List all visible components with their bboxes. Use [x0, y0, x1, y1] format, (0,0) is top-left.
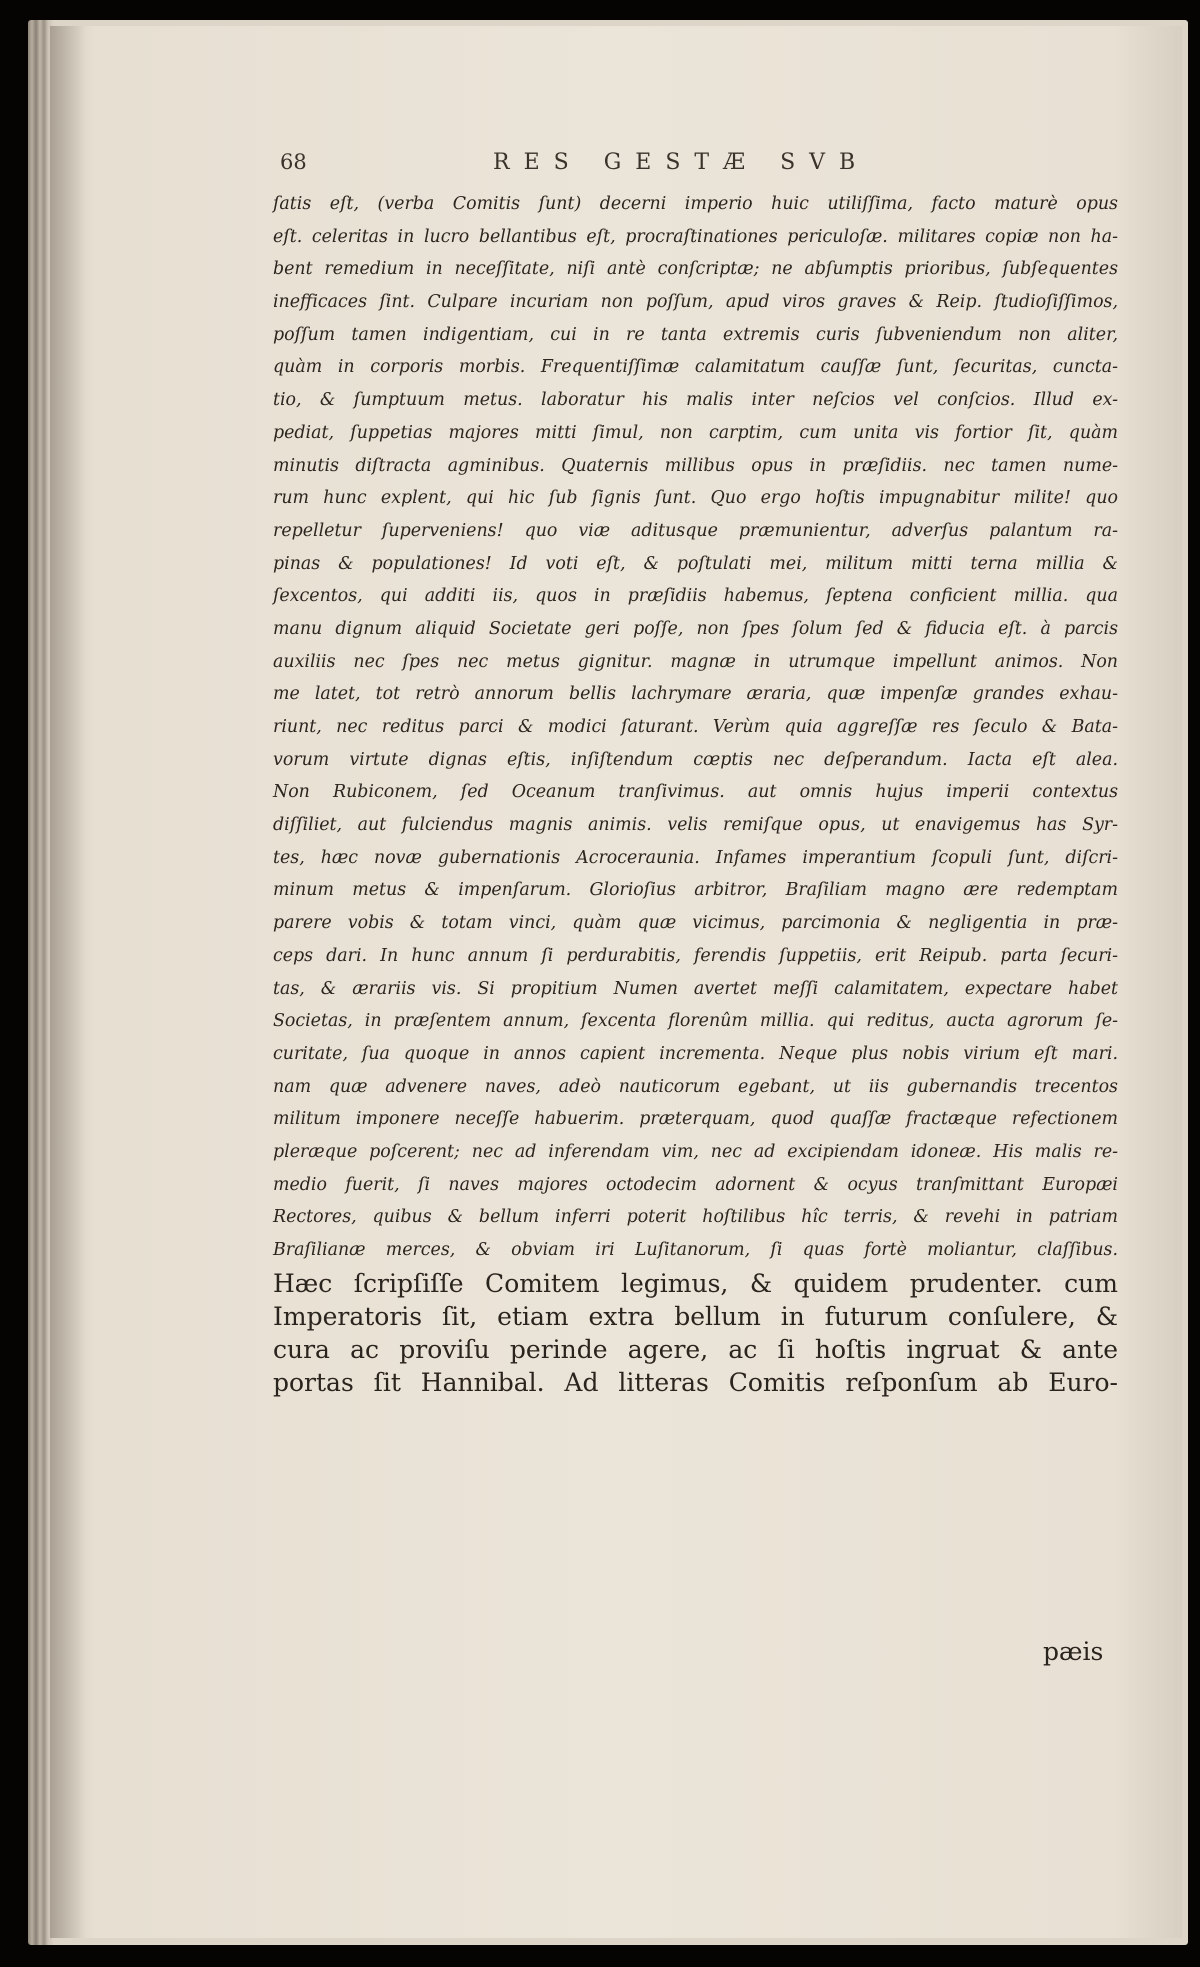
italic-line: tas, & ærariis vis. Si propitium Numen avertet meſſi calamitatem, expectare habet — [273, 978, 1118, 999]
italic-line: ceps dari. In hunc annum ſi perdurabitis, ferendis ſuppetiis, erit Reipub. parta ſecuri- — [273, 945, 1118, 966]
italic-line: Non Rubiconem, ſed Oceanum tranſivimus. aut omnis hujus imperii contextus — [273, 782, 1118, 803]
italic-line: pediat, ſuppetias majores mitti ſimul, non carptim, cum unita vis fortior ſit, quàm — [273, 422, 1118, 443]
italic-line: repelletur ſuperveniens! quo viæ aditusque præmunientur, adverſus palantum ra- — [273, 520, 1118, 541]
italic-line: diſſiliet, aut fulciendus magnis animis. velis remiſque opus, ut enavigemus has Syr- — [273, 815, 1118, 836]
roman-line: Hæc ſcripſiſſe Comitem legimus, & quidem prudenter. cum — [273, 1268, 1118, 1298]
catchword: pæis — [1043, 1637, 1104, 1666]
italic-line: minutis diſtracta agminibus. Quaternis millibus opus in præſidiis. nec tamen nume- — [273, 455, 1118, 476]
italic-line: tio, & ſumptuum metus. laboratur his malis inter neſcios vel conſcios. Illud ex- — [273, 390, 1118, 411]
italic-line: bent remedium in neceſſitate, niſi antè conſcriptæ; ne abſumptis prioribus, ſubſequentes — [273, 259, 1118, 280]
body-text — [273, 188, 1118, 1399]
italic-line: manu dignum aliquid Societate geri poſſe, non ſpes ſolum ſed & fiducia eſt. à parcis — [273, 618, 1118, 639]
italic-line: curitate, ſua quoque in annos capient incrementa. Neque plus nobis virium eſt mari. — [273, 1043, 1118, 1064]
italic-line: Braſilianæ merces, & obviam iri Luſitanorum, ſi quas fortè moliantur, claſſibus. — [273, 1240, 1118, 1260]
italic-line: ſatis eſt, (verba Comitis ſunt) decerni imperio huic utiliſſima, facto maturè opus — [273, 194, 1118, 214]
italic-line: eſt. celeritas in lucro bellantibus eſt, procraſtinationes periculoſæ. militares copiæ non ha- — [273, 226, 1118, 247]
italic-line: auxiliis nec ſpes nec metus gignitur. magnæ in utrumque impellunt animos. Non — [273, 651, 1118, 672]
italic-line: riunt, nec reditus parci & modici ſaturant. Verùm quia aggreſſæ res ſeculo & Bata- — [273, 717, 1118, 737]
roman-line: portas ſit Hannibal. Ad litteras Comitis reſponſum ab Euro- — [273, 1367, 1118, 1397]
italic-line: parere vobis & totam vinci, quàm quæ vicimus, parcimonia & negligentia in præ- — [273, 913, 1118, 934]
italic-line: tes, hæc novæ gubernationis Acroceraunia. Infames imperantium ſcopuli ſunt, diſcri- — [273, 847, 1118, 868]
italic-line: militum imponere neceſſe habuerim. præterquam, quod quaſſæ fractæque refectionem — [273, 1109, 1118, 1130]
italic-line: ſexcentos, qui additi iis, quos in præſidiis habemus, ſeptena conficient millia. qua — [273, 586, 1118, 607]
italic-line: medio fuerit, ſi naves majores octodecim adornent & ocyus tranſmittant Europæi — [273, 1174, 1118, 1195]
italic-line: minum metus & impenſarum. Glorioſius arbitror, Braſiliam magno ære redemptam — [273, 880, 1118, 901]
italic-line: pleræque poſcerent; nec ad inferendam vim, nec ad excipiendam idoneæ. His malis re- — [273, 1141, 1118, 1162]
italic-line: Societas, in præſentem annum, ſexcenta florenûm millia. qui reditus, aucta agrorum ſe- — [273, 1011, 1118, 1032]
page-number: 68 — [280, 150, 307, 174]
roman-line: cura ac proviſu perinde agere, ac ſi hoſtis ingruat & ante — [273, 1334, 1118, 1364]
italic-line: inefficaces ſint. Culpare incuriam non poſſum, apud viros graves & Reip. ſtudioſiſſimos, — [273, 292, 1118, 313]
running-head: RES GESTÆ SVB — [493, 150, 870, 175]
italic-line: pinas & populationes! Id voti eſt, & poſtulati mei, militum mitti terna millia & — [273, 553, 1118, 574]
italic-line: nam quæ advenere naves, adeò nauticorum egebant, ut iis gubernandis trecentos — [273, 1076, 1118, 1097]
gutter-shadow — [50, 26, 86, 1938]
page-header — [280, 150, 920, 184]
italic-line: quàm in corporis morbis. Frequentiſſimæ calamitatum cauſſæ ſunt, ſecuritas, cuncta- — [273, 357, 1118, 378]
italic-line: me latet, tot retrò annorum bellis lachrymare æraria, quæ impenſæ grandes exhau- — [273, 684, 1118, 705]
italic-line: Rectores, quibus & bellum inferri poterit hoſtilibus hîc terris, & revehi in patriam — [273, 1207, 1118, 1228]
roman-line: Imperatoris ſit, etiam extra bellum in futurum conſulere, & — [273, 1301, 1118, 1331]
italic-line: poſſum tamen indigentiam, cui in re tanta extremis curis ſubveniendum non aliter, — [273, 324, 1118, 345]
italic-line: rum hunc explent, qui hic ſub ſignis ſunt. Quo ergo hoſtis impugnabitur milite! quo — [273, 488, 1118, 509]
italic-line: vorum virtute dignas eſtis, inſiſtendum cœptis nec deſperandum. Iacta eſt alea. — [273, 749, 1118, 770]
